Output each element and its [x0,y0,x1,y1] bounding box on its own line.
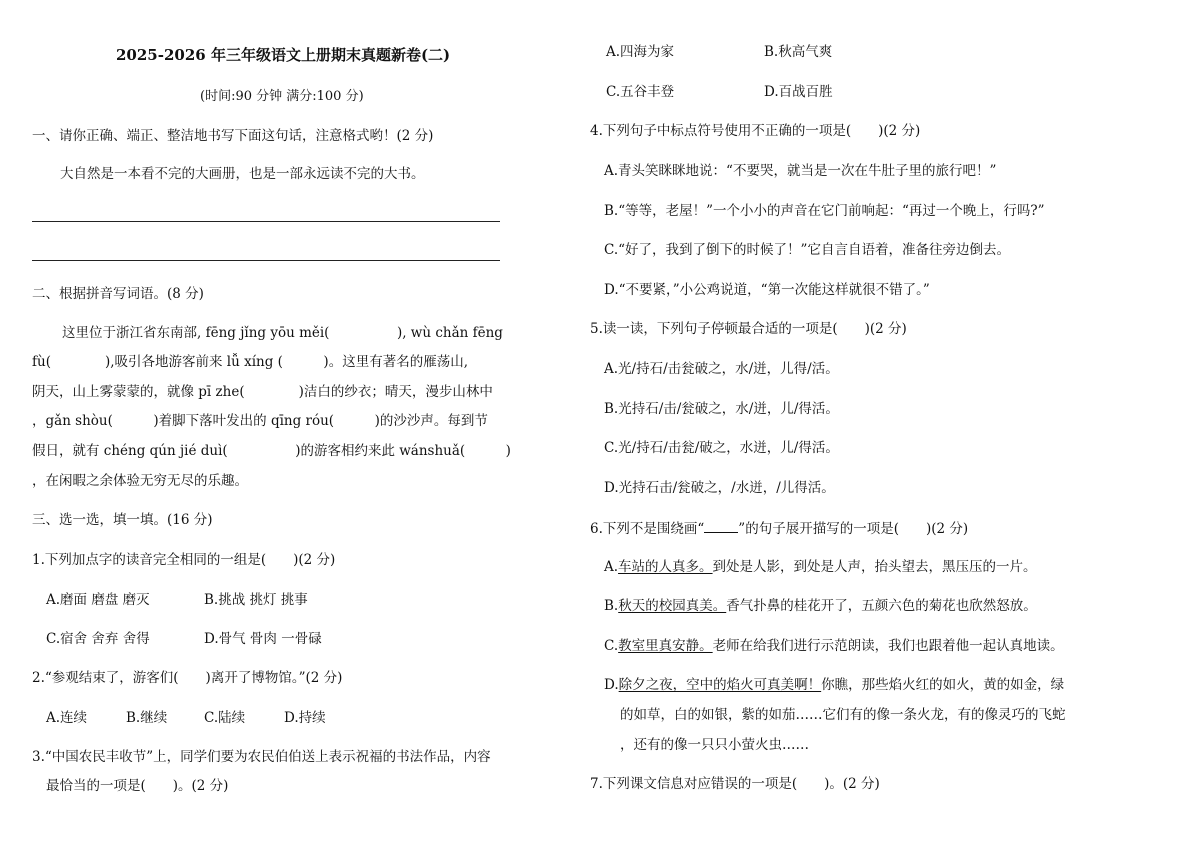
q1-option-c[interactable]: C.宿舍 舍弃 舍得 [46,631,150,647]
q6-stem-post: ”的句子展开描写的一项是( )(2 分) [738,521,969,537]
q3-stem-line1: 3.“中国农民丰收节”上，同学们要为农民伯伯送上表示祝福的书法作品，内容 [32,749,491,765]
q4-stem: 4.下列句子中标点符号使用不正确的一项是( )(2 分) [590,123,921,139]
q6-stem-pre: 6.下列不是围绕画“ [590,521,705,537]
q3-option-a[interactable]: A.四海为家 [606,44,675,60]
q4-option-b[interactable]: B.“等等，老屋！”一个小小的声音在它门前响起：“再过一个晚上，行吗?” [604,203,1045,219]
q1-option-d[interactable]: D.骨气 骨肉 一骨碌 [204,631,322,647]
q3-option-b[interactable]: B.秋高气爽 [764,44,833,60]
q5-option-b[interactable]: B.光持石/击/瓮破之，水/迸，儿/得活。 [604,401,839,417]
q3-option-d[interactable]: D.百战百胜 [764,84,833,100]
q2-option-a[interactable]: A.连续 [46,710,88,726]
underlined-sentence: 教室里真安静。 [618,638,713,654]
exam-time-score: (时间:90 分钟 满分:100 分) [200,89,364,104]
q3-option-c[interactable]: C.五谷丰登 [606,84,675,100]
q4-option-a[interactable]: A.青头笑眯眯地说：“不要哭，就当是一次在牛肚子里的旅行吧！” [604,163,997,179]
underlined-sentence: 除夕之夜，空中的焰火可真美啊！ [618,677,822,693]
q5-stem: 5.读一读，下列句子停顿最合适的一项是( )(2 分) [590,321,907,337]
section3-heading: 三、选一选，填一填。(16 分) [32,512,213,528]
writing-line-1[interactable] [32,221,500,222]
option-text: 到处是人影，到处是人声，抬头望去，黑压压的一片。 [712,559,1037,575]
q6-option-d[interactable] [604,679,1064,693]
page-title: 2025-2026 年三年级语文上册期末真题新卷(二) [116,46,451,64]
option-key: D. [604,677,619,693]
q1-option-b[interactable]: B.挑战 挑灯 挑事 [204,592,308,608]
q2-option-d[interactable]: D.持续 [284,710,326,726]
option-key: A. [604,559,619,575]
pinyin-passage-line: ，在闲暇之余体验无穷无尽的乐趣。 [32,473,248,489]
q6-option-b[interactable] [604,600,1037,614]
q6-option-d-line3: ，还有的像一只只小萤火虫…… [620,737,809,753]
pinyin-passage-line: ，gǎn shòu( )着脚下落叶发出的 qīng róu( )的沙沙声。每到节 [32,413,488,429]
section2-heading: 二、根据拼音写词语。(8 分) [32,286,204,302]
option-text: 你瞧，那些焰火红的如火，黄的如金，绿 [821,677,1065,693]
q2-option-b[interactable]: B.继续 [126,710,168,726]
q2-option-c[interactable]: C.陆续 [204,710,246,726]
underlined-sentence: 车站的人真多。 [618,559,713,575]
section1-heading: 一、请你正确、端正、整洁地书写下面这句话，注意格式哟！(2 分) [32,128,434,144]
option-key: C. [604,638,619,654]
option-text: 香气扑鼻的桂花开了，五颜六色的菊花也欣然怒放。 [726,598,1037,614]
q2-stem: 2.“参观结束了，游客们( )离开了博物馆。”(2 分) [32,670,343,686]
q6-blank [704,521,738,533]
q1-option-a[interactable]: A.磨面 磨盘 磨灭 [46,592,150,608]
q4-option-d[interactable]: D.“不要紧，”小公鸡说道，“第一次能这样就很不错了。” [604,282,930,298]
writing-line-2[interactable] [32,260,500,261]
pinyin-passage-line: fù( ),吸引各地游客前来 lǚ xíng ( )。这里有著名的雁荡山, [32,354,468,370]
q7-stem: 7.下列课文信息对应错误的一项是( )。(2 分) [590,776,880,792]
q4-option-c[interactable]: C.“好了，我到了倒下的时候了！”它自言自语着，准备往旁边倒去。 [604,242,1010,258]
pinyin-passage-line: 这里位于浙江省东南部, fēng jǐng yōu měi( ), wù chǎn fēng [62,325,503,341]
q6-option-d-line2: 的如草，白的如银，紫的如茄……它们有的像一条火龙，有的像灵巧的飞蛇 [620,707,1066,723]
q6-option-a[interactable] [604,561,1037,575]
option-key: B. [604,598,619,614]
q6-stem [590,521,968,537]
section1-sentence: 大自然是一本看不完的大画册，也是一部永远读不完的大书。 [60,166,425,182]
q6-option-c[interactable] [604,640,1064,654]
q3-stem-line2: 最恰当的一项是( )。(2 分) [46,778,229,794]
underlined-sentence: 秋天的校园真美。 [618,598,727,614]
pinyin-passage-line: 假日，就有 chéng qún jié duì( )的游客相约来此 wánshuǎ( ) [32,443,511,459]
q1-stem: 1.下列加点字的读音完全相同的一组是( )(2 分) [32,552,336,568]
pinyin-passage-line: 阴天，山上雾蒙蒙的，就像 pī zhe( )洁白的纱衣；晴天，漫步山林中 [32,384,493,400]
q5-option-c[interactable]: C.光/持石/击瓮/破之，水迸，儿/得活。 [604,440,839,456]
option-text: 老师在给我们进行示范朗读，我们也跟着他一起认真地读。 [712,638,1064,654]
q5-option-a[interactable]: A.光/持石/击瓮破之，水/迸，儿得/活。 [604,361,839,377]
q5-option-d[interactable]: D.光持石击/瓮破之，/水迸，/儿得活。 [604,480,835,496]
